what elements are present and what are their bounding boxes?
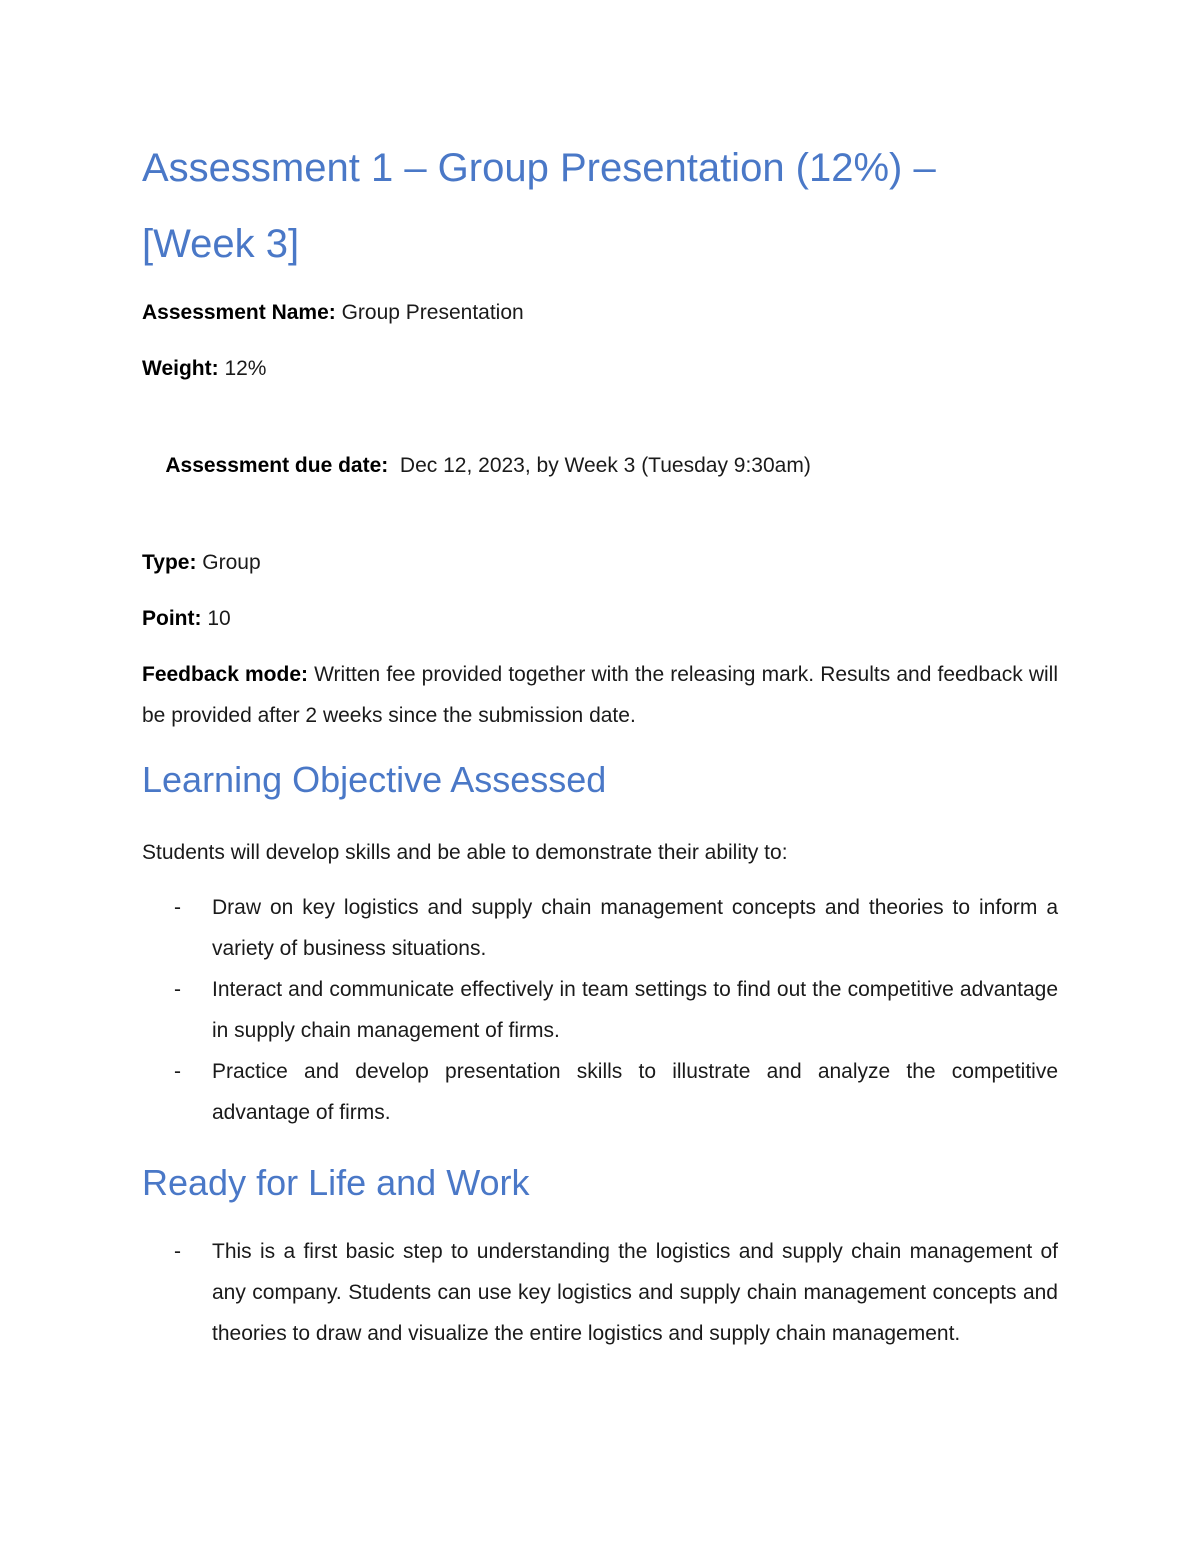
due-date-value: Dec 12, 2023, by Week 3 (Tuesday 9:30am)	[388, 454, 811, 477]
type-field	[142, 542, 1058, 583]
point-field	[142, 598, 1058, 639]
weight-value: 12%	[218, 357, 267, 380]
ready-for-life-list	[142, 1231, 1058, 1354]
assessment-name-value: Group Presentation	[335, 301, 524, 324]
list-item-text: Practice and develop presentation skills to illustrate and analyze the competitive advantage of firms.	[212, 1060, 1058, 1124]
type-value: Group	[196, 551, 261, 574]
feedback-mode-value: Written fee provided together with the releasing mark. Results and feedback will be provided after 2 weeks since the submission date.	[142, 663, 1058, 727]
assessment-name-field	[142, 292, 1058, 333]
list-item	[142, 1051, 1058, 1133]
ready-for-life-heading: Ready for Life and Work	[142, 1162, 530, 1203]
feedback-mode-label: Feedback mode:	[142, 663, 308, 686]
type-label: Type:	[142, 551, 197, 574]
due-date-label: Assessment due date:	[165, 454, 389, 477]
assessment-name-label: Assessment Name:	[142, 301, 336, 324]
dash-bullet: -	[174, 1060, 181, 1083]
dash-bullet: -	[174, 896, 181, 919]
weight-label: Weight:	[142, 357, 219, 380]
list-item-text: Interact and communicate effectively in team settings to find out the competitive advantage in supply chain management of firms.	[212, 978, 1058, 1042]
learning-objective-list	[142, 887, 1058, 1133]
list-item	[142, 969, 1058, 1051]
page-title: Assessment 1 – Group Presentation (12%) – [Week 3]	[142, 146, 936, 266]
feedback-mode-field	[142, 654, 1058, 736]
document-page	[142, 130, 1058, 1354]
dash-bullet: -	[174, 978, 181, 1001]
list-item-text: Draw on key logistics and supply chain management concepts and theories to inform a variety of business situations.	[212, 896, 1058, 960]
due-date-field	[142, 404, 1058, 527]
list-item-text: This is a first basic step to understanding the logistics and supply chain management of any company. Students can use key logistics and supply chain management concepts and theories to draw and visualize the entire logistics and supply chain management.	[212, 1240, 1058, 1345]
point-label: Point:	[142, 607, 202, 630]
point-value: 10	[201, 607, 231, 630]
learning-objective-heading: Learning Objective Assessed	[142, 759, 607, 800]
list-item	[142, 887, 1058, 969]
list-item	[142, 1231, 1058, 1354]
weight-field	[142, 348, 1058, 389]
dash-bullet: -	[174, 1240, 181, 1263]
learning-objective-intro: Students will develop skills and be able to demonstrate their ability to:	[142, 841, 788, 864]
